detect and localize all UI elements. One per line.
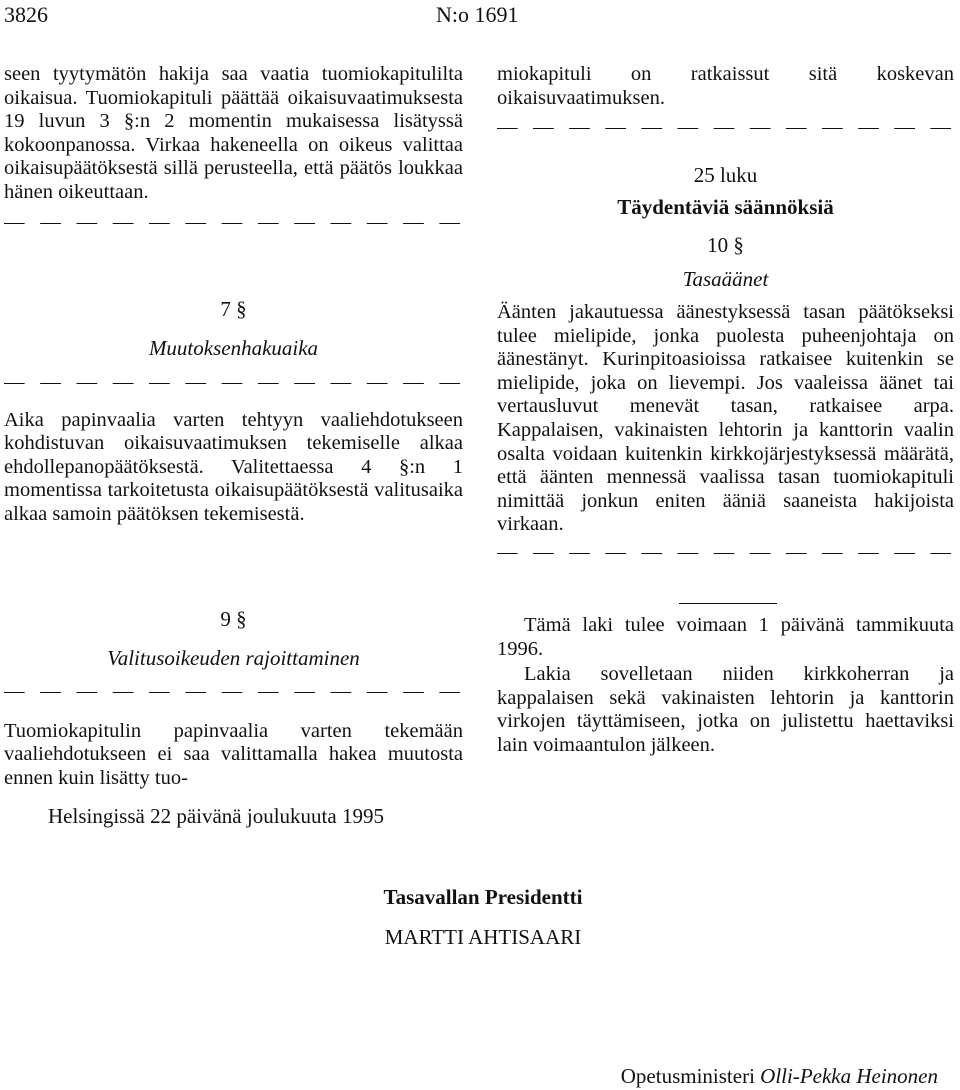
section-7-body <box>4 371 463 527</box>
president-title: Tasavallan Presidentti <box>383 885 583 909</box>
section-10-body <box>497 301 954 565</box>
chapter-25-heading <box>497 162 954 292</box>
right-column <box>497 63 954 140</box>
entry-into-force-text: Tämä laki tulee voimaan 1 päivänä tammikuuta 1996. <box>497 614 954 660</box>
section-9-heading <box>4 606 463 671</box>
continued-text: miokapituli on ratkaissut sitä koskevan oikaisuvaatimuksen. <box>497 63 954 109</box>
document-number: N:o 1691 <box>436 2 519 27</box>
minister-signature <box>621 1063 938 1089</box>
entry-into-force <box>497 614 954 758</box>
section-9-text: Tuomiokapitulin papinvaalia varten tekemään vaaliehdotukseen ei saa valittamalla hakea muutosta ennen kuin lisätty tuo- <box>4 719 463 789</box>
omission-dashes: — — — — — — — — — — — — — <box>497 540 954 563</box>
section-7-title: Muutoksenhakuaika <box>148 336 319 360</box>
omission-dashes: — — — — — — — — — — — — — <box>497 116 954 139</box>
president-name: MARTTI AHTISAARI <box>384 925 582 949</box>
separator-rule <box>679 603 777 604</box>
minister-name: Olli-Pekka Heinonen <box>760 1064 938 1088</box>
section-9-title: Valitusoikeuden rajoittaminen <box>107 646 360 670</box>
paragraph-appeal-rights: seen tyytymätön hakija saa vaatia tuomiokapitulilta oikaisua. Tuomiokapituli päättää oikaisuvaatimuksesta 19 luvun 3 §:n 2 momentin mukaisessa lisätyssä kokoonpanossa. Virkaa hakeneella on oikeus valittaa oikaisupäätöksestä sillä perusteella, että päätös loukkaa hänen oikeuttaan. <box>4 63 463 203</box>
section-9-number: 9 § <box>220 607 247 631</box>
place-and-date: Helsingissä 22 päivänä joulukuuta 1995 <box>48 804 384 828</box>
left-column <box>4 63 463 234</box>
page-number: 3826 <box>4 2 48 27</box>
section-10-number: 10 § <box>707 233 744 257</box>
section-9-body <box>4 680 463 790</box>
minister-title: Opetusministeri <box>620 1064 755 1088</box>
chapter-title: Täydentäviä säännöksiä <box>617 195 834 219</box>
section-7-text: Aika papinvaalia varten tehtyyn vaaliehdotukseen kohdistuvan oikaisuvaatimuksen tekemiselle alkaa ehdollepanopäätöksestä. Valitettaessa 4 §:n 1 momentissa tarkoitetusta oikaisupäätöksestä valitusaika alkaa samoin päätöksen tekemisestä. <box>4 408 463 525</box>
section-10-text: Äänten jakautuessa äänestyksessä tasan päätökseksi tulee mielipide, jonka puolesta puheenjohtaja on äänestänyt. Kurinpitoasioissa ratkaisee kuitenkin se mielipide, joka on lievempi. Jos vaaleissa äänet tai vertausluvut menevät tasan, ratkaisee arpa. Kappalaisen, vakinaisten lehtorin ja kanttorin vaalin osalta voidaan kuitenkin kirkkojärjestyksessä määrätä, että äänten mennessä vaalissa tasan tuomiokapituli nimittää jonkun eniten ääniä saaneista hakijoista virkaan. <box>497 301 954 536</box>
omission-dashes: — — — — — — — — — — — — — <box>4 371 463 393</box>
section-7-heading <box>4 296 463 361</box>
application-text: Lakia sovelletaan niiden kirkkoherran ja kappalaisen sekä vakinaisten lehtorin ja kanttorin virkojen täyttämiseen, jotka on julistettu haettaviksi lain voimaantulon jälkeen. <box>497 663 954 756</box>
omission-dashes: — — — — — — — — — — — — — <box>4 680 463 702</box>
chapter-number: 25 luku <box>693 163 758 187</box>
section-7-number: 7 § <box>220 297 247 321</box>
section-10-title: Tasaäänet <box>682 267 769 291</box>
omission-dashes: — — — — — — — — — — — — — <box>4 210 463 233</box>
